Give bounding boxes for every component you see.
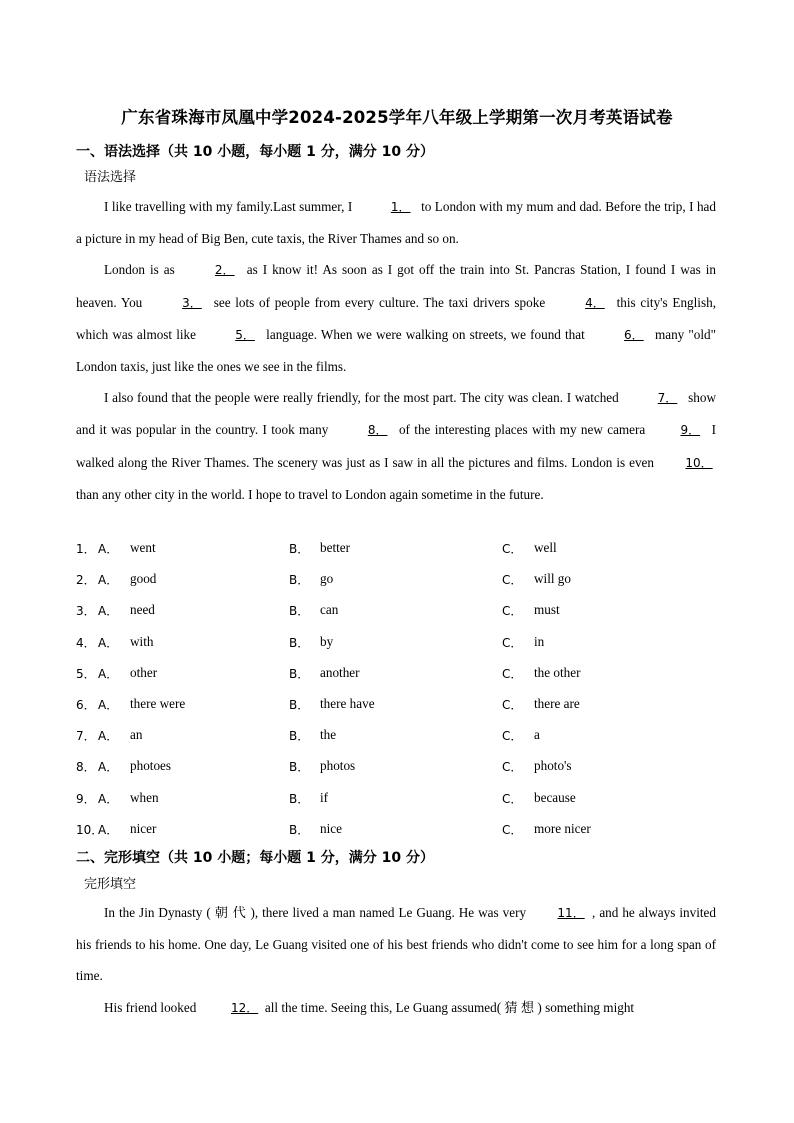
option-label-c: C．	[502, 635, 523, 650]
option-row	[76, 727, 716, 747]
option-label-c: C．	[502, 822, 523, 837]
question-number: 6．	[76, 698, 96, 712]
option-c[interactable]: more nicer	[534, 820, 591, 836]
question-number: 2．	[76, 573, 96, 588]
option-a[interactable]: good	[130, 571, 157, 587]
option-label-a: A．	[98, 760, 119, 775]
option-label-b: B．	[289, 573, 310, 588]
blank-3[interactable]: 3．	[182, 295, 202, 310]
option-row	[76, 540, 716, 560]
option-a[interactable]: with	[130, 633, 154, 649]
option-c[interactable]: because	[534, 789, 576, 805]
paragraph: His friend looked 12． all the time. Seeing this, Le Guang assumed( 猜 想 ) something might	[76, 992, 716, 1024]
blank-9[interactable]: 9．	[680, 423, 701, 438]
question-number: 9．	[76, 791, 96, 806]
option-label-b: B．	[289, 604, 310, 619]
question-number: 1．	[76, 542, 96, 556]
option-a[interactable]: need	[130, 602, 155, 618]
option-c[interactable]: the other	[534, 664, 581, 680]
blank-1[interactable]: 1．	[390, 200, 411, 214]
section1-heading: 一、语法选择（共 10 小题，每小题 1 分，满分 10 分）	[76, 144, 434, 160]
blank-12[interactable]: 12．	[230, 1000, 259, 1015]
option-row	[76, 790, 716, 810]
option-row	[76, 758, 716, 778]
page-title: 广东省珠海市凤凰中学2024-2025学年八年级上学期第一次月考英语试卷	[121, 108, 673, 127]
option-label-a: A．	[98, 604, 119, 619]
option-b[interactable]: there have	[320, 696, 375, 711]
option-label-b: B．	[289, 760, 310, 775]
option-label-a: A．	[98, 698, 119, 712]
option-c[interactable]: there are	[534, 696, 580, 711]
paragraph: In the Jin Dynasty ( 朝 代 ), there lived a man named Le Guang. He was very 11． , and he always invited his friends to his home. One day, Le Guang visited one of his best friends who didn't come to see him for a long span of time.	[76, 897, 716, 992]
option-c[interactable]: in	[534, 633, 545, 649]
question-number: 8．	[76, 760, 96, 775]
option-row	[76, 571, 716, 591]
option-label-c: C．	[502, 698, 523, 712]
option-c[interactable]: must	[534, 602, 560, 618]
section1-passage	[76, 191, 716, 510]
option-label-b: B．	[289, 791, 310, 806]
blank-4[interactable]: 4．	[585, 295, 605, 310]
paragraph: I also found that the people were really friendly, for the most part. The city was clean. I watched 7． show and it was popular in the country. I took many 8． of the interesting places with my new camera 9． I walked along the River Thames. The scenery was just as I saw in all the pictures and films. London is even 10． than any other city in the world. I hope to travel to London again sometime in the future.	[76, 382, 716, 510]
option-label-b: B．	[289, 635, 310, 650]
blank-7[interactable]: 7．	[657, 391, 678, 406]
blank-11[interactable]: 11．	[557, 906, 585, 920]
question-number: 10．	[76, 822, 104, 837]
blank-6[interactable]: 6．	[624, 327, 644, 342]
option-label-b: B．	[289, 666, 310, 681]
option-label-c: C．	[502, 729, 523, 744]
blank-5[interactable]: 5．	[235, 327, 255, 342]
paragraph: I like travelling with my family.Last summer, I 1． to London with my mum and dad. Before the trip, I had a picture in my head of Big Ben, cute taxis, the River Thames and so on.	[76, 191, 716, 254]
option-row	[76, 821, 716, 841]
option-label-a: A．	[98, 822, 119, 837]
option-c[interactable]: photo's	[534, 758, 572, 774]
option-b[interactable]: another	[320, 664, 360, 680]
question-number: 3．	[76, 604, 96, 619]
option-b[interactable]: photos	[320, 758, 356, 774]
option-label-a: A．	[98, 542, 119, 556]
option-label-b: B．	[289, 729, 310, 744]
option-label-c: C．	[502, 573, 523, 588]
section2-passage	[76, 897, 716, 1024]
option-a[interactable]: an	[130, 727, 143, 743]
option-b[interactable]: can	[320, 602, 339, 618]
option-label-b: B．	[289, 822, 310, 837]
question-number: 4．	[76, 635, 96, 650]
option-a[interactable]: other	[130, 664, 158, 680]
option-b[interactable]: if	[320, 789, 329, 805]
option-label-a: A．	[98, 666, 119, 681]
question-number: 7．	[76, 729, 96, 744]
option-row	[76, 634, 716, 654]
section1-subheading: 语法选择	[84, 170, 137, 185]
option-label-a: A．	[98, 791, 119, 806]
option-b[interactable]: go	[320, 571, 334, 587]
option-c[interactable]: will go	[534, 571, 571, 587]
option-row	[76, 665, 716, 685]
option-b[interactable]: nice	[320, 820, 342, 836]
option-row	[76, 602, 716, 622]
section2-subheading: 完形填空	[84, 877, 137, 892]
option-label-c: C．	[502, 604, 523, 619]
option-label-c: C．	[502, 760, 523, 775]
option-c[interactable]: well	[534, 540, 557, 555]
option-a[interactable]: went	[130, 540, 156, 555]
blank-8[interactable]: 8．	[367, 423, 388, 438]
option-a[interactable]: when	[130, 789, 159, 805]
option-a[interactable]: there were	[130, 696, 186, 711]
option-label-a: A．	[98, 573, 119, 588]
option-label-c: C．	[502, 791, 523, 806]
paragraph: London is as 2． as I know it! As soon as I got off the train into St. Pancras Station, I found I was in heaven. You 3． see lots of people from every culture. The taxi drivers spoke 4． this city's English, which was almost like 5． language. When we were walking on streets, we found that 6． many "old" London taxis, just like the ones we see in the films.	[76, 254, 716, 382]
option-label-a: A．	[98, 729, 119, 744]
option-label-c: C．	[502, 542, 523, 556]
option-label-b: B．	[289, 698, 310, 712]
option-label-a: A．	[98, 635, 119, 650]
option-b[interactable]: by	[320, 633, 334, 649]
blank-2[interactable]: 2．	[214, 263, 235, 278]
option-a[interactable]: nicer	[130, 820, 157, 836]
option-b[interactable]: the	[320, 727, 337, 743]
section2-heading: 二、完形填空（共 10 小题；每小题 1 分，满分 10 分）	[76, 850, 434, 866]
option-row	[76, 696, 716, 716]
option-c[interactable]: a	[534, 727, 540, 743]
blank-10[interactable]: 10．	[685, 455, 713, 470]
option-label-c: C．	[502, 666, 523, 681]
question-number: 5．	[76, 666, 96, 681]
option-a[interactable]: photoes	[130, 758, 172, 774]
option-label-b: B．	[289, 542, 310, 556]
option-b[interactable]: better	[320, 540, 351, 555]
